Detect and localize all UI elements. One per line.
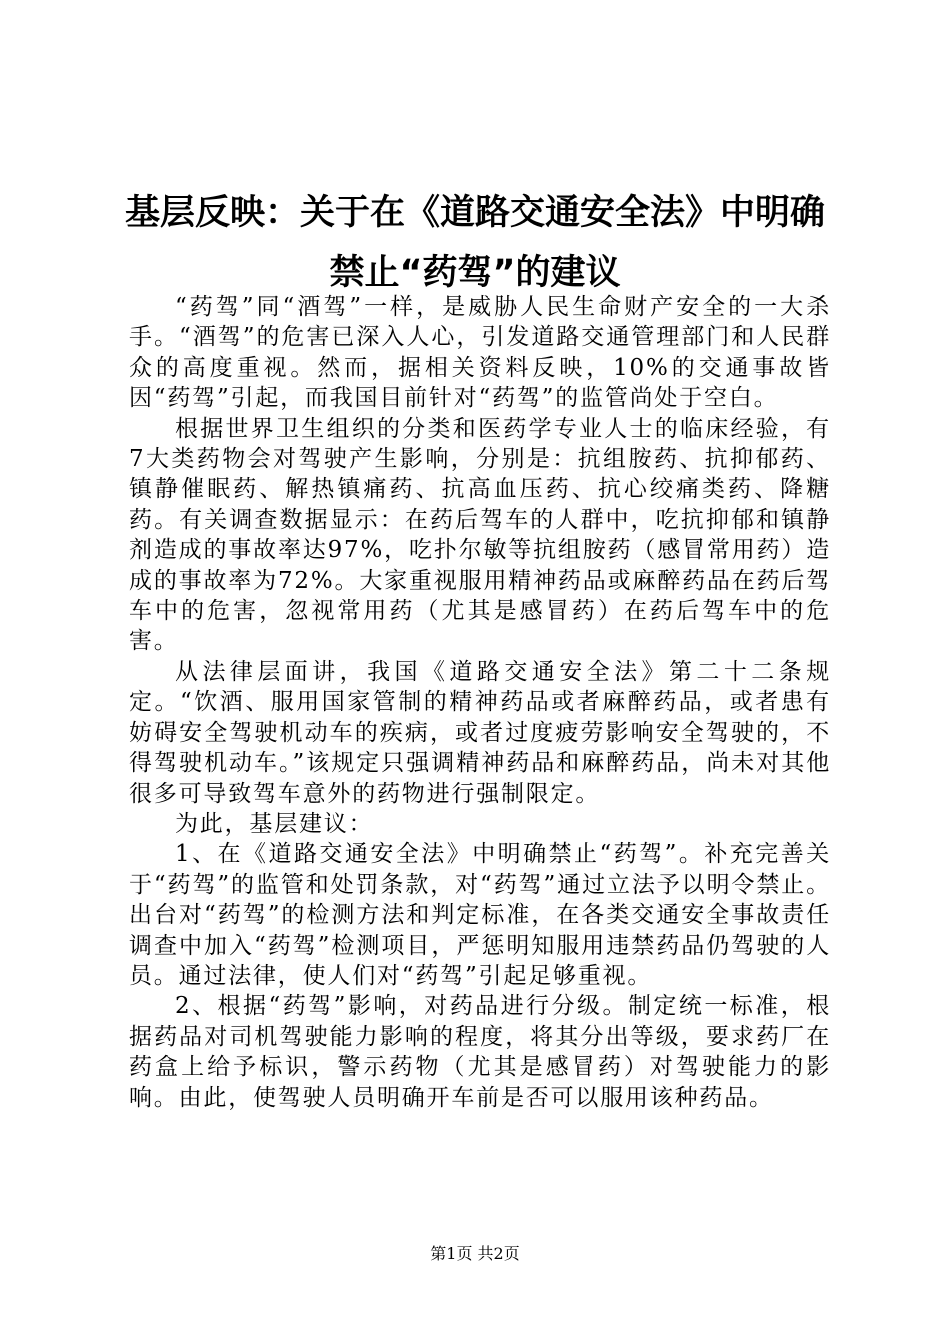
paragraph-intro: “药驾”同“酒驾”一样，是威胁人民生命财产安全的一大杀手。“酒驾”的危害已深入人心，引发道路交通管理部门和人民群众的高度重视。然而，据相关资料反映，10%的交通事故皆因“药驾”引起，而我国目前针对“药驾”的监管尚处于空白。: [129, 294, 831, 412]
paragraph-legal-basis: 从法律层面讲，我国《道路交通安全法》第二十二条规定。“饮酒、服用国家管制的精神药品或者麻醉药品，或者患有妨碍安全驾驶机动车的疾病，或者过度疲劳影响安全驾驶的，不得驾驶机动车。”该规定只强调精神药品和麻醉药品，尚未对其他很多可导致驾车意外的药物进行强制限定。: [129, 658, 831, 807]
paragraph-suggestion-lead: 为此，基层建议：: [175, 810, 374, 837]
title-line-2: 禁止“药驾”的建议: [329, 253, 621, 293]
document-title: [120, 183, 830, 303]
paragraph-suggestion-1: 1、在《道路交通安全法》中明确禁止“药驾”。补充完善关于“药驾”的监管和处罚条款，对“药驾”通过立法予以明令禁止。出台对“药驾”的检测方法和判定标准，在各类交通安全事故责任调查中加入“药驾”检测项目，严惩明知服用违禁药品仍驾驶的人员。通过法律，使人们对“药驾”引起足够重视。: [129, 841, 831, 989]
paragraph-suggestion-2: 2、根据“药驾”影响，对药品进行分级。制定统一标准，根据药品对司机驾驶能力影响的程度，将其分出等级，要求药厂在药盒上给予标识，警示药物（尤其是感冒药）对驾驶能力的影响。由此，使驾驶人员明确开车前是否可以服用该种药品。: [129, 993, 831, 1111]
title-line-1: 基层反映：关于在《道路交通安全法》中明确: [124, 193, 825, 233]
document-body: [129, 292, 831, 1113]
page-number-footer: 第1页 共2页: [430, 1244, 520, 1263]
paragraph-drug-categories: 根据世界卫生组织的分类和医药学专业人士的临床经验，有7大类药物会对驾驶产生影响，分别是：抗组胺药、抗抑郁药、镇静催眠药、解热镇痛药、抗高血压药、抗心绞痛类药、降糖药。有关调查数据显示：在药后驾车的人群中，吃抗抑郁和镇静剂造成的事故率达97%，吃扑尔敏等抗组胺药（感冒常用药）造成的事故率为72%。大家重视服用精神药品或麻醉药品在药后驾车中的危害，忽视常用药（尤其是感冒药）在药后驾车中的危害。: [129, 415, 831, 655]
